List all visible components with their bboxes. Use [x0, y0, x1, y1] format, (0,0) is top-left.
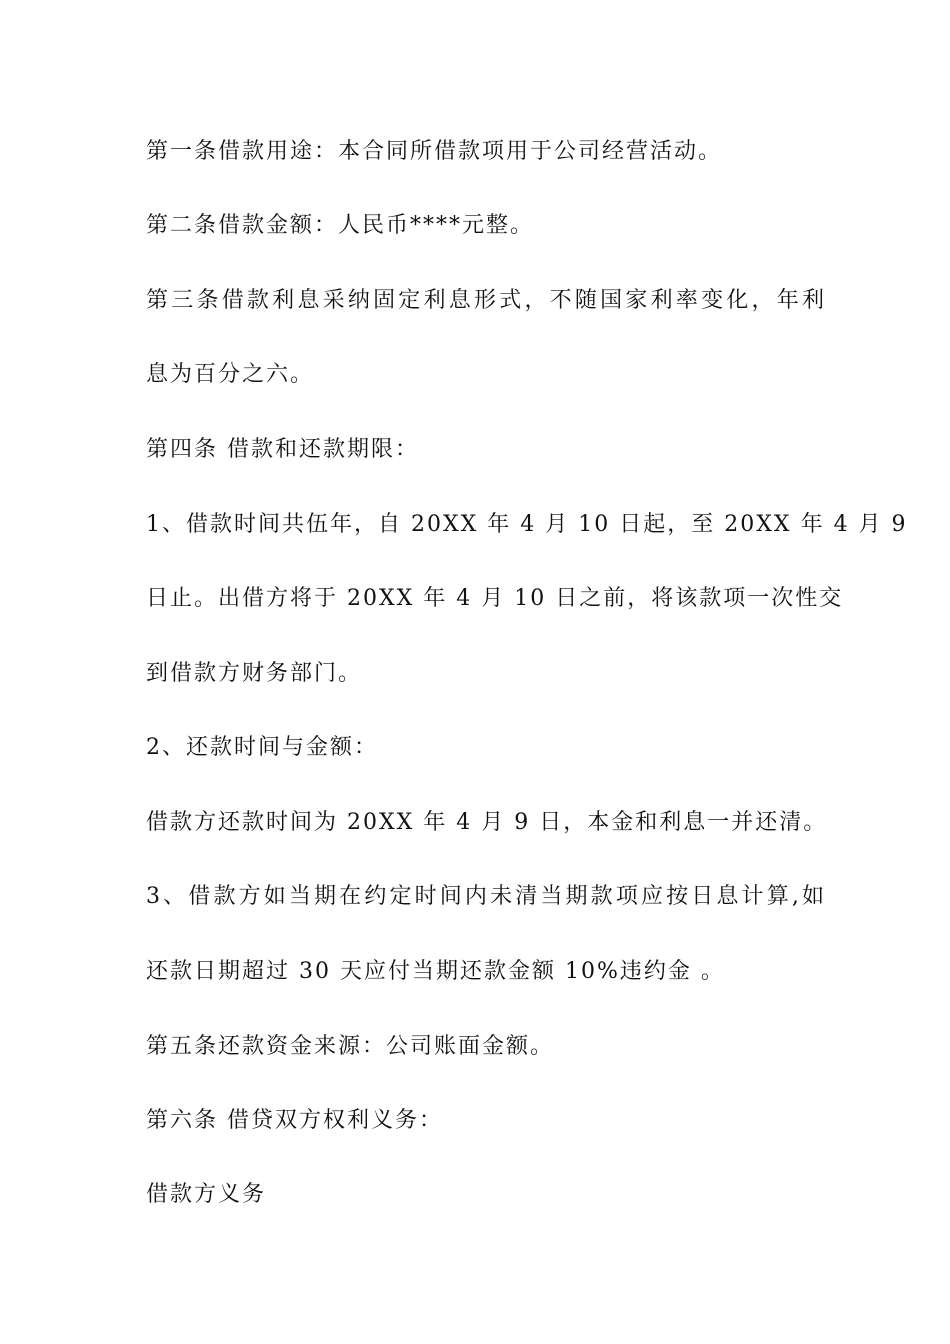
clause-1-line-3: 到借款方财务部门。	[146, 661, 363, 686]
clause-1-line-1: 1、借款时间共伍年，自 20XX 年 4 月 10 日起，至 20XX 年 4 月 9	[146, 512, 908, 537]
borrower-obligations-heading: 借款方义务	[146, 1182, 267, 1207]
article-3-interest-line-1: 第三条借款利息采纳固定利息形式，不随国家利率变化，年利	[146, 288, 826, 313]
clause-3-line-1: 3、借款方如当期在约定时间内未清当期款项应按日息计算,如	[146, 884, 826, 909]
article-5-source: 第五条还款资金来源：公司账面金额。	[146, 1034, 555, 1059]
article-2-amount: 第二条借款金额：人民币****元整。	[146, 213, 535, 238]
article-3-interest-line-2: 息为百分之六。	[146, 362, 315, 387]
article-1-purpose: 第一条借款用途：本合同所借款项用于公司经营活动。	[146, 139, 723, 164]
clause-2-body: 借款方还款时间为 20XX 年 4 月 9 日，本金和利息一并还清。	[146, 810, 828, 835]
article-4-heading: 第四条 借款和还款期限：	[146, 437, 419, 462]
article-6-heading: 第六条 借贷双方权利义务：	[146, 1108, 443, 1133]
clause-2-heading: 2、还款时间与金额：	[146, 735, 378, 760]
clause-1-line-2: 日止。出借方将于 20XX 年 4 月 10 日之前，将该款项一次性交	[146, 586, 844, 611]
clause-3-line-2: 还款日期超过 30 天应付当期还款金额 10%违约金 。	[146, 959, 725, 984]
